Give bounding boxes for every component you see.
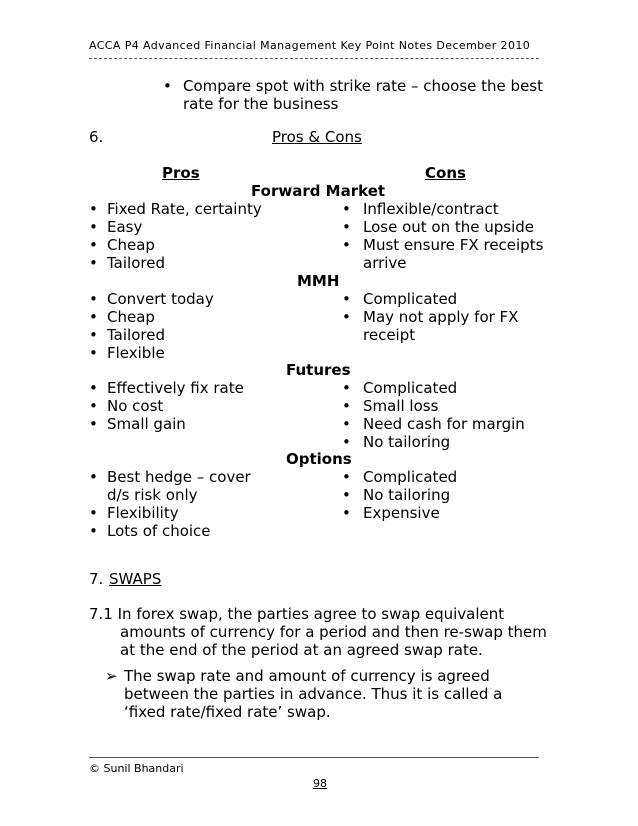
bullet-icon: • xyxy=(342,415,351,433)
bullet-icon: • xyxy=(89,379,98,397)
forward-market-heading: Forward Market xyxy=(251,182,386,200)
forward-pro-item: Tailored xyxy=(107,254,165,272)
bullet-icon: • xyxy=(89,308,98,326)
bullet-icon: • xyxy=(342,486,351,504)
bullet-icon: • xyxy=(342,433,351,451)
futures-con-item: Small loss xyxy=(363,397,439,415)
options-con-item: Expensive xyxy=(363,504,440,522)
bullet-icon: • xyxy=(89,290,98,308)
bullet-icon: • xyxy=(342,218,351,236)
forward-con-item-continued: arrive xyxy=(363,254,407,272)
forward-con-item: Must ensure FX receipts xyxy=(363,236,544,254)
intro-bullet-line2: rate for the business xyxy=(183,95,339,113)
options-heading: Options xyxy=(286,450,352,468)
pros-heading: Pros xyxy=(162,164,200,182)
options-pro-item: Best hedge – cover xyxy=(107,468,251,486)
options-con-item: No tailoring xyxy=(363,486,451,504)
bullet-icon: • xyxy=(89,254,98,272)
forward-con-item: Inflexible/contract xyxy=(363,200,499,218)
options-con-item: Complicated xyxy=(363,468,458,486)
mmh-con-item-continued: receipt xyxy=(363,326,416,344)
arrow-bullet-line3: ‘fixed rate/fixed rate’ swap. xyxy=(124,703,331,721)
arrow-bullet-line1: The swap rate and amount of currency is agreed xyxy=(124,667,490,685)
futures-pro-item: No cost xyxy=(107,397,164,415)
bullet-icon: • xyxy=(89,200,98,218)
options-pro-item: Flexibility xyxy=(107,504,179,522)
bullet-icon: • xyxy=(89,397,98,415)
bullet-icon: • xyxy=(342,308,351,326)
mmh-pro-item: Tailored xyxy=(107,326,165,344)
bullet-icon: • xyxy=(342,236,351,254)
mmh-heading: MMH xyxy=(297,272,340,290)
section7-title: SWAPS xyxy=(109,570,162,588)
section7-number: 7. xyxy=(89,570,104,588)
bullet-icon: • xyxy=(89,326,98,344)
section6-title: Pros & Cons xyxy=(272,128,362,146)
bullet-icon: • xyxy=(342,397,351,415)
footer-author: © Sunil Bhandari xyxy=(89,762,184,775)
arrow-bullet-line2: between the parties in advance. Thus it is called a xyxy=(124,685,503,703)
mmh-pro-item: Cheap xyxy=(107,308,155,326)
bullet-icon: • xyxy=(89,415,98,433)
footer-divider xyxy=(89,757,539,758)
options-pro-item-continued: d/s risk only xyxy=(107,486,198,504)
forward-pro-item: Cheap xyxy=(107,236,155,254)
forward-con-item: Lose out on the upside xyxy=(363,218,535,236)
futures-pro-item: Effectively fix rate xyxy=(107,379,244,397)
header-divider xyxy=(89,58,539,59)
mmh-con-item: Complicated xyxy=(363,290,458,308)
arrow-bullet-icon: ➢ xyxy=(105,667,118,685)
section6-number: 6. xyxy=(89,128,104,146)
bullet-icon: • xyxy=(342,200,351,218)
bullet-icon: • xyxy=(89,504,98,522)
cons-heading: Cons xyxy=(425,164,466,182)
bullet-icon: • xyxy=(342,379,351,397)
futures-con-item: Complicated xyxy=(363,379,458,397)
forward-pro-item: Fixed Rate, certainty xyxy=(107,200,262,218)
para-71-line2: amounts of currency for a period and then re-swap them xyxy=(120,623,547,641)
intro-bullet-line1: Compare spot with strike rate – choose the best xyxy=(183,77,543,95)
mmh-pro-item: Convert today xyxy=(107,290,214,308)
bullet-icon: • xyxy=(163,77,172,95)
futures-con-item: Need cash for margin xyxy=(363,415,525,433)
bullet-icon: • xyxy=(89,522,98,540)
futures-pro-item: Small gain xyxy=(107,415,186,433)
mmh-pro-item: Flexible xyxy=(107,344,165,362)
page-number: 98 xyxy=(313,777,327,790)
options-pro-item: Lots of choice xyxy=(107,522,211,540)
bullet-icon: • xyxy=(342,468,351,486)
futures-heading: Futures xyxy=(286,361,351,379)
forward-pro-item: Easy xyxy=(107,218,143,236)
para-71-line3: at the end of the period at an agreed swap rate. xyxy=(120,641,483,659)
page-header-title: ACCA P4 Advanced Financial Management Key Point Notes December 2010 xyxy=(89,39,531,52)
futures-con-item: No tailoring xyxy=(363,433,451,451)
bullet-icon: • xyxy=(89,236,98,254)
bullet-icon: • xyxy=(89,344,98,362)
para-71-line1: 7.1 In forex swap, the parties agree to swap equivalent xyxy=(89,605,505,623)
bullet-icon: • xyxy=(342,504,351,522)
mmh-con-item: May not apply for FX xyxy=(363,308,519,326)
bullet-icon: • xyxy=(89,468,98,486)
bullet-icon: • xyxy=(342,290,351,308)
bullet-icon: • xyxy=(89,218,98,236)
